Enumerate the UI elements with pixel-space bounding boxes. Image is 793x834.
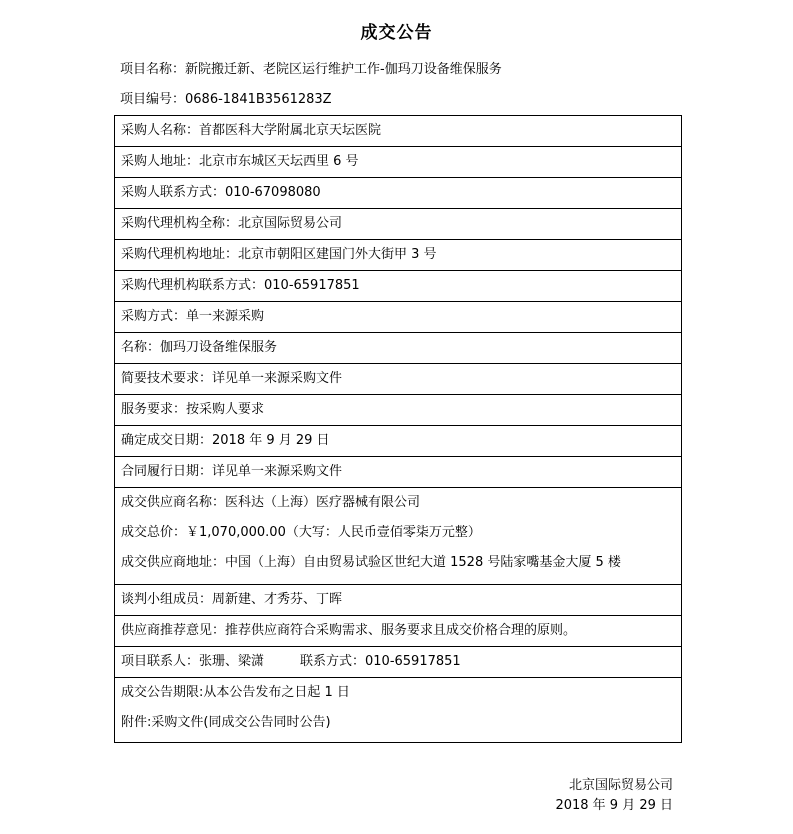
contract-date: 合同履行日期：详见单一来源采购文件 [121,464,343,479]
page-title: 成交公告 [360,23,433,43]
purchaser-contact-cell [115,178,682,209]
purchaser-address: 采购人地址：北京市东城区天坛西里 6 号 [121,154,359,169]
table-row [115,178,682,209]
deal-date-cell [115,426,682,457]
purchaser-name-cell [115,116,682,147]
table-row [115,240,682,271]
table-row [115,147,682,178]
recommendation: 供应商推荐意见：推荐供应商符合采购需求、服务要求且成交价格合理的原则。 [121,623,577,638]
agency-contact-cell [115,271,682,302]
table-row [115,616,682,647]
signature-date: 2018 年 9 月 29 日 [555,798,673,813]
service-requirements: 服务要求：按采购人要求 [121,402,265,417]
table-row [115,271,682,302]
table-row [115,585,682,616]
table-row [115,426,682,457]
total-price: 成交总价：￥1,070,000.00（大写：人民币壹佰零柒万元整） [121,525,481,540]
table-row [115,209,682,240]
purchaser-address-cell [115,147,682,178]
deal-date: 确定成交日期：2018 年 9 月 29 日 [121,433,330,448]
project-name: 项目名称：新院搬迁新、老院区运行维护工作-伽玛刀设备维保服务 [120,62,502,77]
agency-contact: 采购代理机构联系方式：010-65917851 [121,278,360,293]
contract-date-cell [115,457,682,488]
notice-table [114,115,682,743]
agency-name: 采购代理机构全称：北京国际贸易公司 [121,216,343,231]
supplier-cell [115,488,682,585]
item-name-cell [115,333,682,364]
notice-period: 成交公告期限:从本公告发布之日起 1 日 [121,685,350,700]
agency-address-cell [115,240,682,271]
item-name: 名称：伽玛刀设备维保服务 [121,340,278,355]
table-row [115,302,682,333]
table-row [115,395,682,426]
table-row [115,116,682,147]
table-row [115,457,682,488]
project-contact-phone: 联系方式：010-65917851 [300,654,461,669]
table-row [115,678,682,743]
table-row [115,364,682,395]
signature-org: 北京国际贸易公司 [568,778,673,793]
table-row [115,488,682,585]
table-row [115,647,682,678]
attachment: 附件:采购文件(同成交公告同时公告) [121,715,331,730]
project-contact-cell [115,647,682,678]
purchaser-name: 采购人名称：首都医科大学附属北京天坛医院 [121,123,382,138]
panel-members: 谈判小组成员：周新建、才秀芬、丁晖 [121,592,343,607]
supplier-name: 成交供应商名称：医科达（上海）医疗器械有限公司 [121,495,421,510]
supplier-address: 成交供应商地址：中国（上海）自由贸易试验区世纪大道 1528 号陆家嘴基金大厦 5 楼 [121,555,621,570]
table-row [115,333,682,364]
tech-requirements: 简要技术要求：详见单一来源采购文件 [121,371,343,386]
service-requirements-cell [115,395,682,426]
procurement-method-cell [115,302,682,333]
project-contact-person: 项目联系人：张珊、梁潇 [121,654,265,669]
project-code: 项目编号：0686-1841B3561283Z [120,92,332,107]
purchaser-contact: 采购人联系方式：010-67098080 [121,185,321,200]
panel-members-cell [115,585,682,616]
notice-period-cell [115,678,682,743]
tech-requirements-cell [115,364,682,395]
agency-address: 采购代理机构地址：北京市朝阳区建国门外大街甲 3 号 [121,247,437,262]
agency-name-cell [115,209,682,240]
procurement-method: 采购方式：单一来源采购 [121,309,265,324]
recommendation-cell [115,616,682,647]
